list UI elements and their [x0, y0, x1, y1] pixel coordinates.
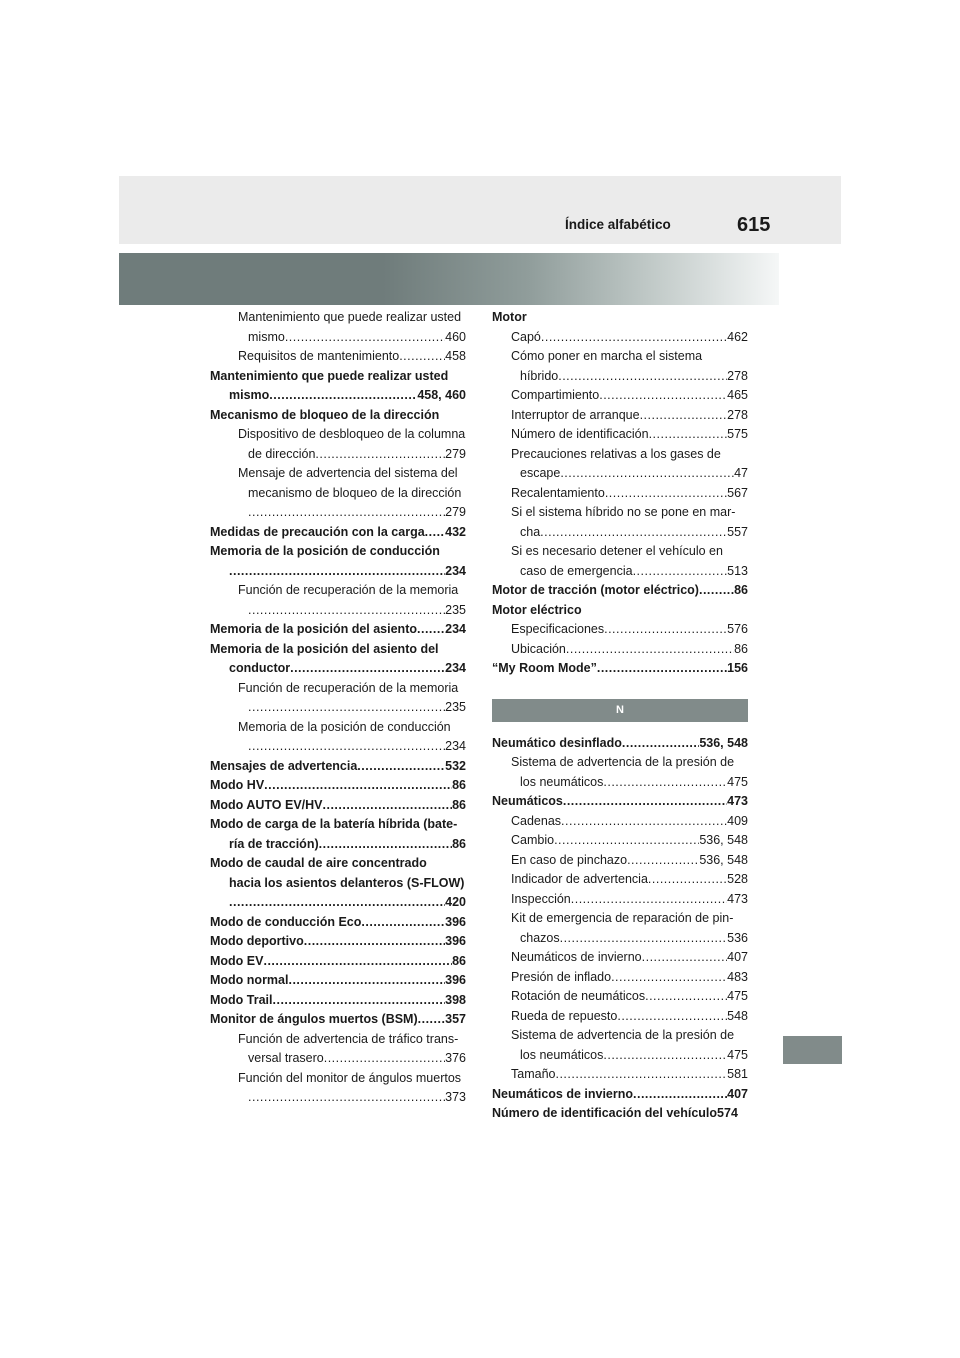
index-entry-text: “My Room Mode”: [492, 661, 597, 675]
index-entry-page: 475: [727, 1047, 748, 1062]
index-entry-text: Modo deportivo: [210, 934, 304, 948]
index-entry: [492, 464, 748, 484]
index-entry: [210, 776, 466, 796]
index-entry: [210, 718, 466, 738]
index-entry: [210, 581, 466, 601]
index-entry-text: Requisitos de mantenimiento: [238, 349, 400, 363]
index-entry-page: 234: [445, 622, 466, 636]
dot-leader: [425, 523, 445, 543]
index-entry: [492, 851, 748, 871]
index-entry-page: 557: [727, 524, 748, 539]
dot-leader: [560, 464, 734, 484]
index-entry: [210, 659, 466, 679]
index-entry-text: versal trasero: [248, 1051, 324, 1065]
index-entry-page: 475: [727, 989, 748, 1003]
dot-leader: [361, 913, 445, 933]
dot-leader: [603, 1046, 727, 1066]
index-entry-text: Dispositivo de desbloqueo de la columna: [238, 427, 466, 441]
index-entry: [492, 503, 748, 523]
index-entry-text: ría de tracción): [229, 836, 319, 851]
index-entry-text: cha: [520, 524, 541, 539]
index-entry-text: mismo: [248, 329, 285, 344]
index-entry-page: 536, 548: [699, 735, 748, 750]
index-entry-text: Cómo poner en marcha el sistema: [511, 349, 703, 363]
index-entry: [210, 406, 466, 426]
index-entry-text: Función del monitor de ángulos muertos: [238, 1070, 462, 1085]
index-entry: [210, 503, 466, 523]
header-box: [119, 176, 841, 244]
index-entry-text: Número de identificación: [511, 427, 649, 441]
index-entry: [492, 987, 748, 1007]
index-entry-text: Modo HV: [210, 778, 265, 792]
index-entry: [210, 874, 466, 894]
index-entry-text: de dirección: [248, 446, 316, 461]
dot-leader: [617, 1007, 727, 1027]
page-number: 615: [737, 214, 771, 236]
index-entry-page: 357: [445, 1012, 466, 1026]
index-entry: [492, 773, 748, 793]
index-entry: [492, 831, 748, 851]
index-entry-page: 458: [445, 349, 466, 363]
index-entry: [210, 913, 466, 933]
dot-leader: [649, 425, 728, 445]
dot-leader: [248, 698, 445, 718]
index-entry-page: 235: [445, 700, 466, 714]
dot-leader: [605, 484, 727, 504]
index-entry: [492, 425, 748, 445]
index-entry-text: Sistema de advertencia de la presión de: [511, 1028, 735, 1042]
index-entry-page: 483: [727, 969, 748, 984]
index-entry-text: Si el sistema híbrido no se pone en mar-: [511, 505, 736, 519]
index-entry: [210, 1088, 466, 1108]
index-entry-text: Memoria de la posición del asiento del: [210, 641, 439, 656]
index-entry-text: Indicador de advertencia: [511, 872, 648, 886]
index-entry-page: 473: [727, 794, 748, 808]
index-entry-page: 475: [727, 774, 748, 789]
index-entry: [492, 890, 748, 910]
index-entry: [210, 1010, 466, 1030]
index-entry-page: 576: [727, 622, 748, 636]
index-entry-text: Tamaño: [511, 1067, 556, 1081]
dot-leader: [603, 773, 727, 793]
index-entry-text: Neumáticos de invierno: [511, 950, 642, 964]
index-entry-page: 156: [727, 661, 748, 675]
index-entry: [492, 308, 748, 328]
dot-leader: [599, 386, 727, 406]
index-entry-text: Memoria de la posición de conducción: [210, 544, 440, 558]
index-entry: [492, 753, 748, 773]
index-entry-page: 235: [445, 602, 466, 617]
index-entry: [492, 929, 748, 949]
index-entry: [210, 620, 466, 640]
index-entry: [210, 367, 466, 387]
index-entry-text: mecanismo de bloqueo de la dirección: [248, 485, 462, 500]
index-entry-text: Precauciones relativas a los gases de: [511, 446, 721, 461]
index-entry-page: 407: [727, 950, 748, 964]
index-entry-text: Mensajes de advertencia: [210, 758, 358, 773]
index-entry-text: Rotación de neumáticos: [511, 989, 646, 1003]
index-entry-page: 513: [727, 563, 748, 578]
index-entry-page: 536, 548: [699, 833, 748, 847]
index-entry-page: 458, 460: [417, 388, 466, 402]
index-entry-text: Memoria de la posición de conducción: [238, 719, 451, 734]
dot-leader: [558, 367, 727, 387]
index-entry-page: 278: [727, 368, 748, 383]
index-entry: [492, 1085, 748, 1105]
index-entry: [210, 640, 466, 660]
index-entry-text: Mensaje de advertencia del sistema del: [238, 466, 458, 480]
index-entry: [492, 601, 748, 621]
index-entry-text: Modo de conducción Eco: [210, 914, 362, 929]
index-entry: [492, 484, 748, 504]
index-entry-page: 234: [445, 661, 466, 675]
dot-leader: [541, 328, 727, 348]
dot-leader: [571, 890, 727, 910]
index-entry: [210, 952, 466, 972]
index-entry: [492, 386, 748, 406]
index-entry-page: 396: [445, 934, 466, 948]
dot-leader: [229, 562, 445, 582]
index-entry-text: hacia los asientos delanteros (S-FLOW): [229, 875, 465, 890]
index-entry: [210, 601, 466, 621]
index-entry-text: Neumáticos de invierno: [492, 1086, 634, 1101]
index-entry-text: Modo de carga de la batería híbrida (bate-: [210, 817, 458, 831]
index-entry-text: Motor eléctrico: [492, 602, 582, 617]
index-entry-text: Modo de caudal de aire concentrado: [210, 856, 427, 870]
index-entry-page: 432: [445, 524, 466, 539]
index-entry-page: 575: [727, 427, 748, 441]
dot-leader: [555, 1065, 727, 1085]
index-entry-page: 279: [445, 505, 466, 519]
index-entry-text: Modo AUTO EV/HV: [210, 797, 323, 812]
index-entry-text: caso de emergencia: [520, 563, 633, 578]
index-entry-page: 567: [727, 485, 748, 500]
index-group-n: [492, 734, 748, 1124]
index-entry-page: 376: [445, 1051, 466, 1065]
index-entry-page: 86: [734, 583, 748, 597]
dot-leader: [611, 968, 727, 988]
header-band: [119, 253, 779, 305]
index-entry-text: Kit de emergencia de reparación de pin-: [511, 911, 734, 925]
index-entry: [492, 1007, 748, 1027]
index-entry: [210, 562, 466, 582]
index-entry: [492, 1026, 748, 1046]
index-entry-page: 373: [445, 1090, 466, 1104]
index-entry: [492, 734, 748, 754]
index-entry: [492, 1104, 748, 1124]
dot-leader: [642, 948, 728, 968]
index-entry: [210, 308, 466, 328]
index-entry-page: 465: [727, 388, 748, 402]
index-entry-page: 536: [727, 930, 748, 945]
index-entry-text: Inspección: [511, 891, 571, 906]
index-entry-text: Modo EV: [210, 953, 264, 968]
index-entry-text: Mecanismo de bloqueo de la dirección: [210, 407, 440, 422]
index-entry: [210, 737, 466, 757]
index-entry-text: Cambio: [511, 833, 555, 847]
index-entry-text: Sistema de advertencia de la presión de: [511, 755, 735, 769]
index-entry: [492, 406, 748, 426]
index-tab-marker: [783, 1036, 842, 1064]
dot-leader: [323, 796, 453, 816]
index-entry: [492, 620, 748, 640]
index-entry-page: 86: [452, 797, 466, 812]
index-entry: [210, 347, 466, 367]
index-entry: [210, 893, 466, 913]
index-entry-page: 574: [717, 1106, 738, 1120]
index-entry: [210, 932, 466, 952]
index-entry-text: los neumáticos: [520, 774, 604, 789]
index-entry-text: Modo normal: [210, 973, 289, 987]
index-entry-text: Recalentamiento: [511, 485, 605, 500]
index-entry: [210, 523, 466, 543]
dot-leader: [304, 932, 445, 952]
index-entry-text: Neumático desinflado: [492, 735, 622, 750]
index-entry-page: 86: [734, 641, 748, 656]
index-entry-page: 86: [452, 953, 466, 968]
dot-leader: [561, 812, 727, 832]
dot-leader: [263, 952, 452, 972]
dot-leader: [597, 659, 727, 679]
dot-leader: [319, 835, 452, 855]
index-entry-page: 460: [445, 329, 466, 344]
dot-leader: [627, 851, 699, 871]
index-entry-text: Medidas de precaución con la carga: [210, 524, 425, 539]
index-entry: [210, 425, 466, 445]
index-entry-page: 396: [445, 973, 466, 987]
index-entry-page: 420: [445, 895, 466, 909]
index-entry-page: 234: [445, 563, 466, 578]
index-entry-text: Motor de tracción (motor eléctrico): [492, 583, 699, 597]
index-entry-page: 396: [445, 914, 466, 929]
index-entry: [210, 484, 466, 504]
index-entry: [210, 386, 466, 406]
index-entry-page: 234: [445, 739, 466, 753]
dot-leader: [229, 893, 445, 913]
index-entry: [492, 1065, 748, 1085]
dot-leader: [622, 734, 699, 754]
index-entry-page: 528: [727, 872, 748, 886]
index-entry: [492, 542, 748, 562]
index-entry-page: 278: [727, 407, 748, 422]
section-letter-header: N: [492, 699, 748, 722]
dot-leader: [285, 328, 445, 348]
index-entry: [492, 562, 748, 582]
index-entry-page: 86: [452, 836, 466, 851]
index-entry: [492, 581, 748, 601]
index-entry-text: Rueda de repuesto: [511, 1008, 618, 1023]
index-entry: [492, 948, 748, 968]
index-entry: [210, 815, 466, 835]
index-entry-text: Presión de inflado: [511, 969, 612, 984]
index-entry-text: Mantenimiento que puede realizar usted: [238, 310, 462, 324]
index-entry: [210, 796, 466, 816]
index-entry: [210, 698, 466, 718]
dot-leader: [324, 1049, 445, 1069]
index-entry-page: 581: [727, 1067, 748, 1081]
dot-leader: [248, 1088, 445, 1108]
index-entry: [210, 464, 466, 484]
index-entry: [210, 445, 466, 465]
index-entry-text: Interruptor de arranque: [511, 407, 640, 422]
dot-leader: [554, 831, 699, 851]
dot-leader: [418, 1010, 446, 1030]
dot-leader: [357, 757, 445, 777]
index-entry-page: 398: [445, 992, 466, 1007]
index-entry: [210, 854, 466, 874]
dot-leader: [264, 776, 452, 796]
index-entry-page: 473: [727, 891, 748, 906]
dot-leader: [273, 991, 446, 1011]
index-entry: [492, 968, 748, 988]
index-entry-page: 86: [452, 778, 466, 792]
dot-leader: [269, 386, 417, 406]
index-entry: [210, 1049, 466, 1069]
index-entry-text: los neumáticos: [520, 1047, 604, 1062]
index-entry-text: Monitor de ángulos muertos (BSM): [210, 1012, 418, 1026]
index-entry: [492, 328, 748, 348]
index-entry-text: Número de identificación del vehículo: [492, 1106, 718, 1120]
index-entry-page: 548: [727, 1008, 748, 1023]
index-entry: [210, 328, 466, 348]
dot-leader: [248, 737, 445, 757]
index-entry: [210, 757, 466, 777]
index-entry-page: 462: [727, 329, 748, 344]
index-entry-text: Función de recuperación de la memoria: [238, 583, 459, 597]
index-entry: [210, 542, 466, 562]
dot-leader: [648, 870, 727, 890]
index-entry: [492, 792, 748, 812]
dot-leader: [290, 659, 445, 679]
index-entry-text: Función de recuperación de la memoria: [238, 680, 459, 695]
index-entry-page: 407: [727, 1086, 748, 1101]
index-entry-text: Modo Trail: [210, 992, 273, 1007]
index-entry-text: Si es necesario detener el vehículo en: [511, 544, 723, 558]
dot-leader: [399, 347, 445, 367]
index-entry-page: 532: [445, 758, 466, 773]
dot-leader: [640, 406, 728, 426]
dot-leader: [315, 445, 445, 465]
dot-leader: [560, 929, 728, 949]
dot-leader: [248, 503, 445, 523]
index-entry: [492, 870, 748, 890]
index-entry-text: chazos: [520, 930, 560, 945]
dot-leader: [563, 792, 727, 812]
index-column-left: [210, 308, 466, 1108]
index-entry-text: conductor: [229, 661, 291, 675]
index-entry: [210, 971, 466, 991]
index-entry-text: Mantenimiento que puede realizar usted: [210, 368, 449, 383]
index-entry: [210, 1030, 466, 1050]
dot-leader: [604, 620, 727, 640]
dot-leader: [540, 523, 727, 543]
dot-leader: [288, 971, 445, 991]
dot-leader: [633, 1085, 727, 1105]
index-entry: [492, 640, 748, 660]
index-entry-text: mismo: [229, 388, 270, 402]
index-entry: [492, 812, 748, 832]
index-entry: [210, 679, 466, 699]
index-entry-page: 279: [445, 446, 466, 461]
index-group-m: [492, 308, 748, 679]
index-entry: [210, 835, 466, 855]
index-entry: [492, 523, 748, 543]
dot-leader: [248, 601, 445, 621]
index-entry: [210, 991, 466, 1011]
index-entry-text: En caso de pinchazo: [511, 852, 628, 867]
dot-leader: [566, 640, 734, 660]
index-column-right: [492, 308, 748, 1124]
index-entry-text: Cadenas: [511, 813, 562, 828]
index-entry: [492, 367, 748, 387]
dot-leader: [699, 581, 734, 601]
index-entry: [210, 1069, 466, 1089]
dot-leader: [417, 620, 445, 640]
index-entry-text: Motor: [492, 310, 527, 324]
index-entry-text: Función de advertencia de tráfico trans-: [238, 1031, 459, 1046]
dot-leader: [645, 987, 727, 1007]
index-entry-text: Especificaciones: [511, 622, 605, 636]
index-entry-text: Memoria de la posición del asiento: [210, 622, 417, 636]
index-entry: [492, 445, 748, 465]
section-title: Índice alfabético: [565, 217, 671, 232]
index-entry: [492, 909, 748, 929]
index-entry-text: Neumáticos: [492, 794, 563, 808]
index-entry-page: 47: [734, 466, 748, 480]
index-entry-text: Capó: [511, 329, 541, 344]
index-entry: [492, 659, 748, 679]
index-entry-page: 536, 548: [699, 852, 748, 867]
index-entry-text: Compartimiento: [511, 388, 600, 402]
dot-leader: [633, 562, 728, 582]
index-entry: [492, 1046, 748, 1066]
index-entry-text: híbrido: [520, 368, 559, 383]
index-entry-page: 409: [727, 813, 748, 828]
index-entry-text: escape: [520, 466, 561, 480]
index-entry: [492, 347, 748, 367]
index-entry-text: Ubicación: [511, 641, 566, 656]
